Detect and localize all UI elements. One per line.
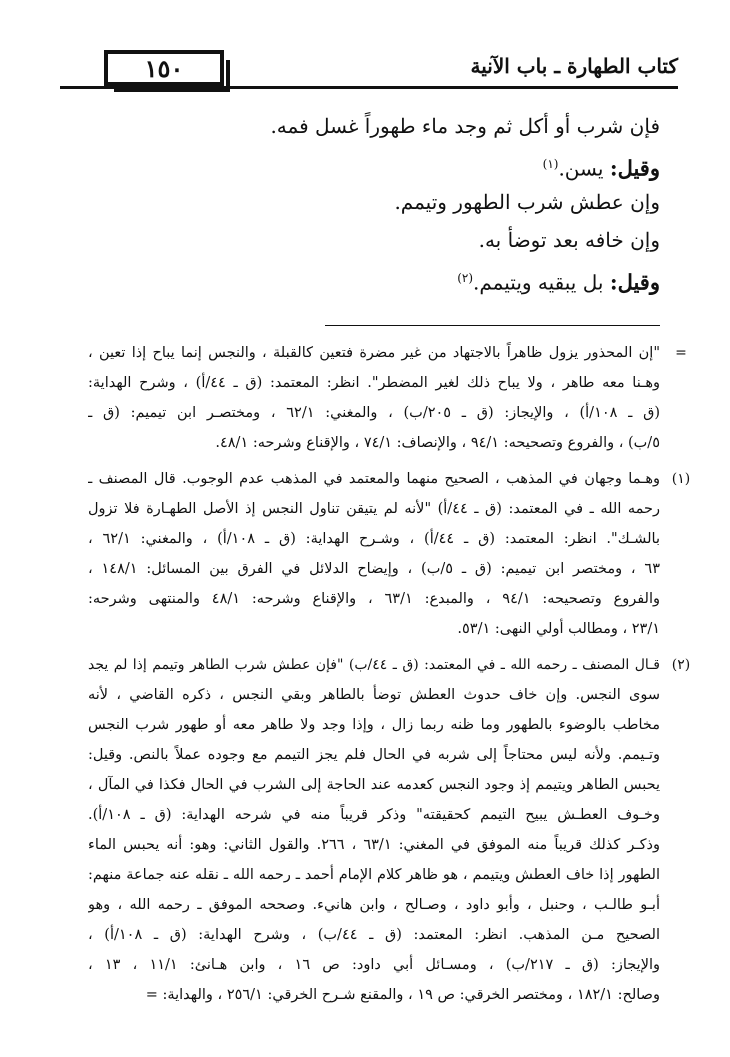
footnote-ref[interactable]: (١) (542, 157, 559, 171)
footnote-marker: (١) (671, 471, 691, 487)
footnote-ref[interactable]: (٢) (457, 271, 474, 285)
main-line-text: وإن خافه بعد توضأ به. (478, 228, 660, 252)
footnote-line: يحبس الطاهر ويتيمم إذ وجود النجس كعدمه عند الحاجة إلى الشرب في الحال فكذا في المآل ، (88, 777, 660, 793)
footnote-line: سوى النجس. وإن خاف حدوث العطش توضأ بالطاهر وبقي النجس ، ذكره القاضي ، لأنه (88, 687, 660, 703)
footnote (88, 650, 691, 1010)
footnote-line: بالشـك". انظر: المعتمد: (ق ـ ٤٤/أ) ، وشـرح الهداية: (ق ـ ١٠٨/أ) ، والمغني: ٦٢/١ ، (88, 531, 660, 547)
keyword-label: وقيل: (609, 269, 660, 295)
footnote-separator (325, 325, 660, 326)
footnote-line: ٦٣ ، ومختصر ابن تيميم: (ق ـ ٥/ب) ، وإيضاح الدلائل في الفرق بين المسائل: ١٤٨/١ ، (88, 561, 660, 577)
header-rule (60, 86, 678, 89)
footnote-marker: = (675, 345, 687, 361)
footnote-line: قـال المصنف ـ رحمه الله ـ في المعتمد: (ق ـ ٤٤/ب) "فإن عطش شرب الطاهر وتيمم إذا لم يجد (88, 657, 660, 673)
main-line (80, 110, 660, 142)
footnote-line: رحمه الله ـ في المعتمد: (ق ـ ٤٤/أ) "لأنه لم يتيقن تناول النجس إذ الأصل الطهـارة فلا تزول (88, 501, 660, 517)
footnote-line: وصالح: ١٨٢/١ ، ومختصر الخرقي: ص ١٩ ، والمقنع شـرح الخرقي: ٢٥٦/١ ، والهداية: = (145, 987, 660, 1003)
footnote-line: أبـو طالـب ، وحنبل ، وأبو داود ، وصـالح ، وابن هانيء. وصححه الموفق ـ رحمه الله ، وهو (88, 897, 660, 913)
main-line (80, 224, 660, 256)
footnote-line: ٢٣/١ ، ومطالب أولي النهى: ٥٣/١. (457, 621, 660, 637)
footnotes (88, 338, 691, 1016)
page-number: ١٥٠ (144, 53, 184, 83)
keyword-label: وقيل: (609, 155, 660, 181)
main-line (80, 186, 660, 218)
page-header (60, 48, 678, 92)
main-line (80, 262, 660, 294)
main-line-text: بل يبقيه ويتيمم. (473, 270, 610, 295)
footnote-line: الطهور إذا خاف العطش ويتيمم ، هو ظاهر كلام الإمام أحمد ـ رحمه الله ـ نقله عنه جماعة منهم: (88, 867, 660, 883)
footnote-line: (ق ـ ١٠٨/أ) ، والإيجاز: (ق ـ ٢٠٥/ب) ، والمغني: ٦٢/١ ، ومختصـر ابن تيميم: (ق ـ (88, 405, 660, 421)
footnote (88, 338, 687, 458)
footnote-line: والفروع وتصحيحه: ٩٤/١ ، والمبدع: ٦٣/١ ، والإقناع وشرحه: ٤٨/١ والمنتهى وشرحه: (88, 591, 660, 607)
footnote (88, 464, 691, 644)
footnote-marker: (٢) (671, 657, 691, 673)
main-line (80, 148, 660, 180)
footnote-line: وتـيمم. ولأنه ليس محتاجاً إلى شربه في الحال فلم يجز التيمم مع وجوده عملاً بالنص. وقيل: (88, 747, 660, 763)
main-line-text: يسن. (558, 156, 610, 181)
footnote-line: وذكـر كذلك قريباً منه الموفق في المغني: ٦٣/١ ، ٢٦٦. والقول الثاني: وهو: أنه يحبس الماء (88, 837, 660, 853)
footnote-line: الصحيح مـن المذهب. انظر: المعتمد: (ق ـ ٤٤/ب) ، وشرح الهداية: (ق ـ ١٠٨/أ) ، (88, 927, 660, 943)
page-number-box (104, 50, 224, 86)
main-line-text: فإن شرب أو أكل ثم وجد ماء طهوراً غسل فمه. (270, 114, 660, 138)
footnote-line: وخـوف العطـش يبيح التيمم كحقيقته" وذكر قريباً منه في شرحه الهداية: (ق ـ ١٠٨/أ). (88, 807, 660, 823)
footnote-line: وهـنا معه طاهر ، ولا يباح ذلك لغير المضطر". انظر: المعتمد: (ق ـ ٤٤/أ) ، وشرح الهداية: (88, 375, 660, 391)
footnote-line: ٥/ب) ، والفروع وتصحيحه: ٩٤/١ ، والإنصاف: ٧٤/١ ، والإقناع وشرحه: ٤٨/١. (215, 435, 660, 451)
footnote-line: وهـما وجهان في المذهب ، الصحيح منهما والمعتمد في المذهب عدم الوجوب. قال المصنف ـ (88, 471, 660, 487)
running-title: كتاب الطهارة ـ باب الآنية (470, 54, 678, 78)
footnote-line: "إن المحذور يزول ظاهراً بالاجتهاد من غير مضرة فتعين كالقبلة ، والنجس إنما يباح إذا تعين ، (88, 345, 660, 361)
main-text (80, 110, 660, 300)
footnote-line: مخاطب بالوضوء بالطهور وما ظنه ربما زال ، وإذا وجد ولا طاهر معه أو طهور شرب النجس (88, 717, 660, 733)
main-line-text: وإن عطش شرب الطهور وتيمم. (394, 190, 660, 214)
footnote-line: والإيجاز: (ق ـ ٢١٧/ب) ، ومسـائل أبي داود: ص ١٦ ، وابن هـانئ: ١١/١ ، ١٣ ، (88, 957, 660, 973)
